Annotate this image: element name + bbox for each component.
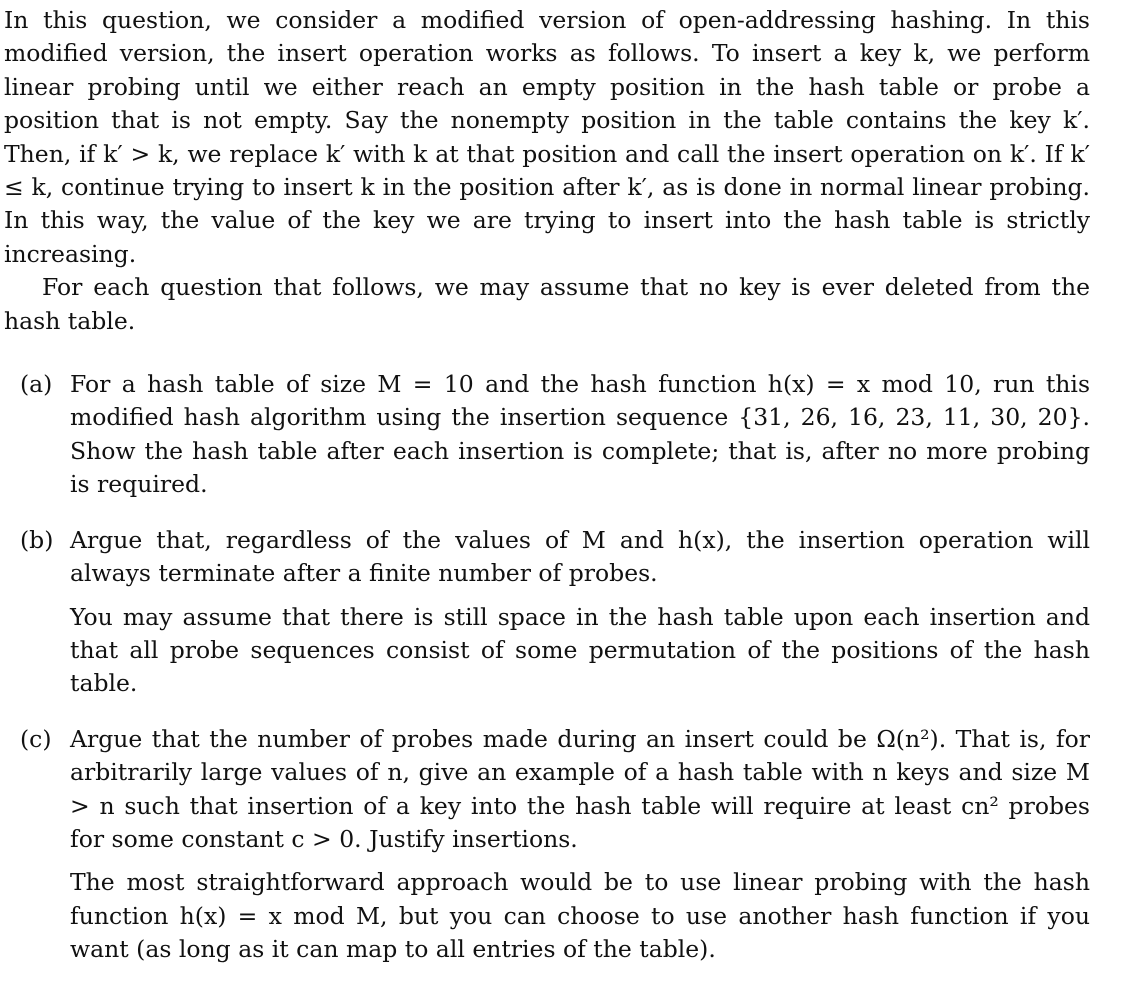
question-parts: [4, 368, 1090, 967]
part-b-note: You may assume that there is still space in the hash table upon each insertion and that all probe sequences consist of some permutation of the positions of the hash table.: [70, 602, 1090, 698]
part-label: (a): [20, 370, 53, 399]
part-a-paragraph: For a hash table of size M = 10 and the hash function h(x) = x mod 10, run this modified hash algorithm using the insertion sequence {31, 26, 16, 23, 11, 30, 20}. Show the hash table after each insertion is complete; that is, after no more probing is required.: [70, 370, 1090, 499]
part-a: [4, 368, 1090, 502]
part-label: (b): [20, 525, 54, 554]
part-c-note: The most straightforward approach would be to use linear probing with the hash function h(x) = x mod M, but you can choose to use another hash function if you want (as long as it can map to all entries of the table).: [70, 868, 1090, 964]
assumption-paragraph: For each question that follows, we may assume that no key is ever deleted from the hash table.: [4, 273, 1090, 335]
document-page: [4, 4, 1090, 989]
part-c-paragraph: Argue that the number of probes made during an insert could be Ω(n²). That is, for arbitrarily large values of n, give an example of a hash table with n keys and size M > n such that insertion of a key into the hash table will require at least cn² probes for some constant c > 0. Justify insertions.: [70, 724, 1090, 853]
intro-paragraph: In this question, we consider a modified version of open-addressing hashing. In this modified version, the insert operation works as follows. To insert a key k, we perform linear probing until we either reach an empty position in the hash table or probe a position that is not empty. Say the nonempty position in the table contains the key k′. Then, if k′ > k, we replace k′ with k at that position and call the insert operation on k′. If k′ ≤ k, continue trying to insert k in the position after k′, as is done in normal linear probing. In this way, the value of the key we are trying to insert into the hash table is strictly increasing.: [4, 6, 1090, 268]
part-c: [4, 723, 1090, 967]
part-b: [4, 524, 1090, 701]
part-label: (c): [20, 724, 52, 753]
part-b-paragraph: Argue that, regardless of the values of M and h(x), the insertion operation will always terminate after a finite number of probes.: [70, 525, 1090, 588]
